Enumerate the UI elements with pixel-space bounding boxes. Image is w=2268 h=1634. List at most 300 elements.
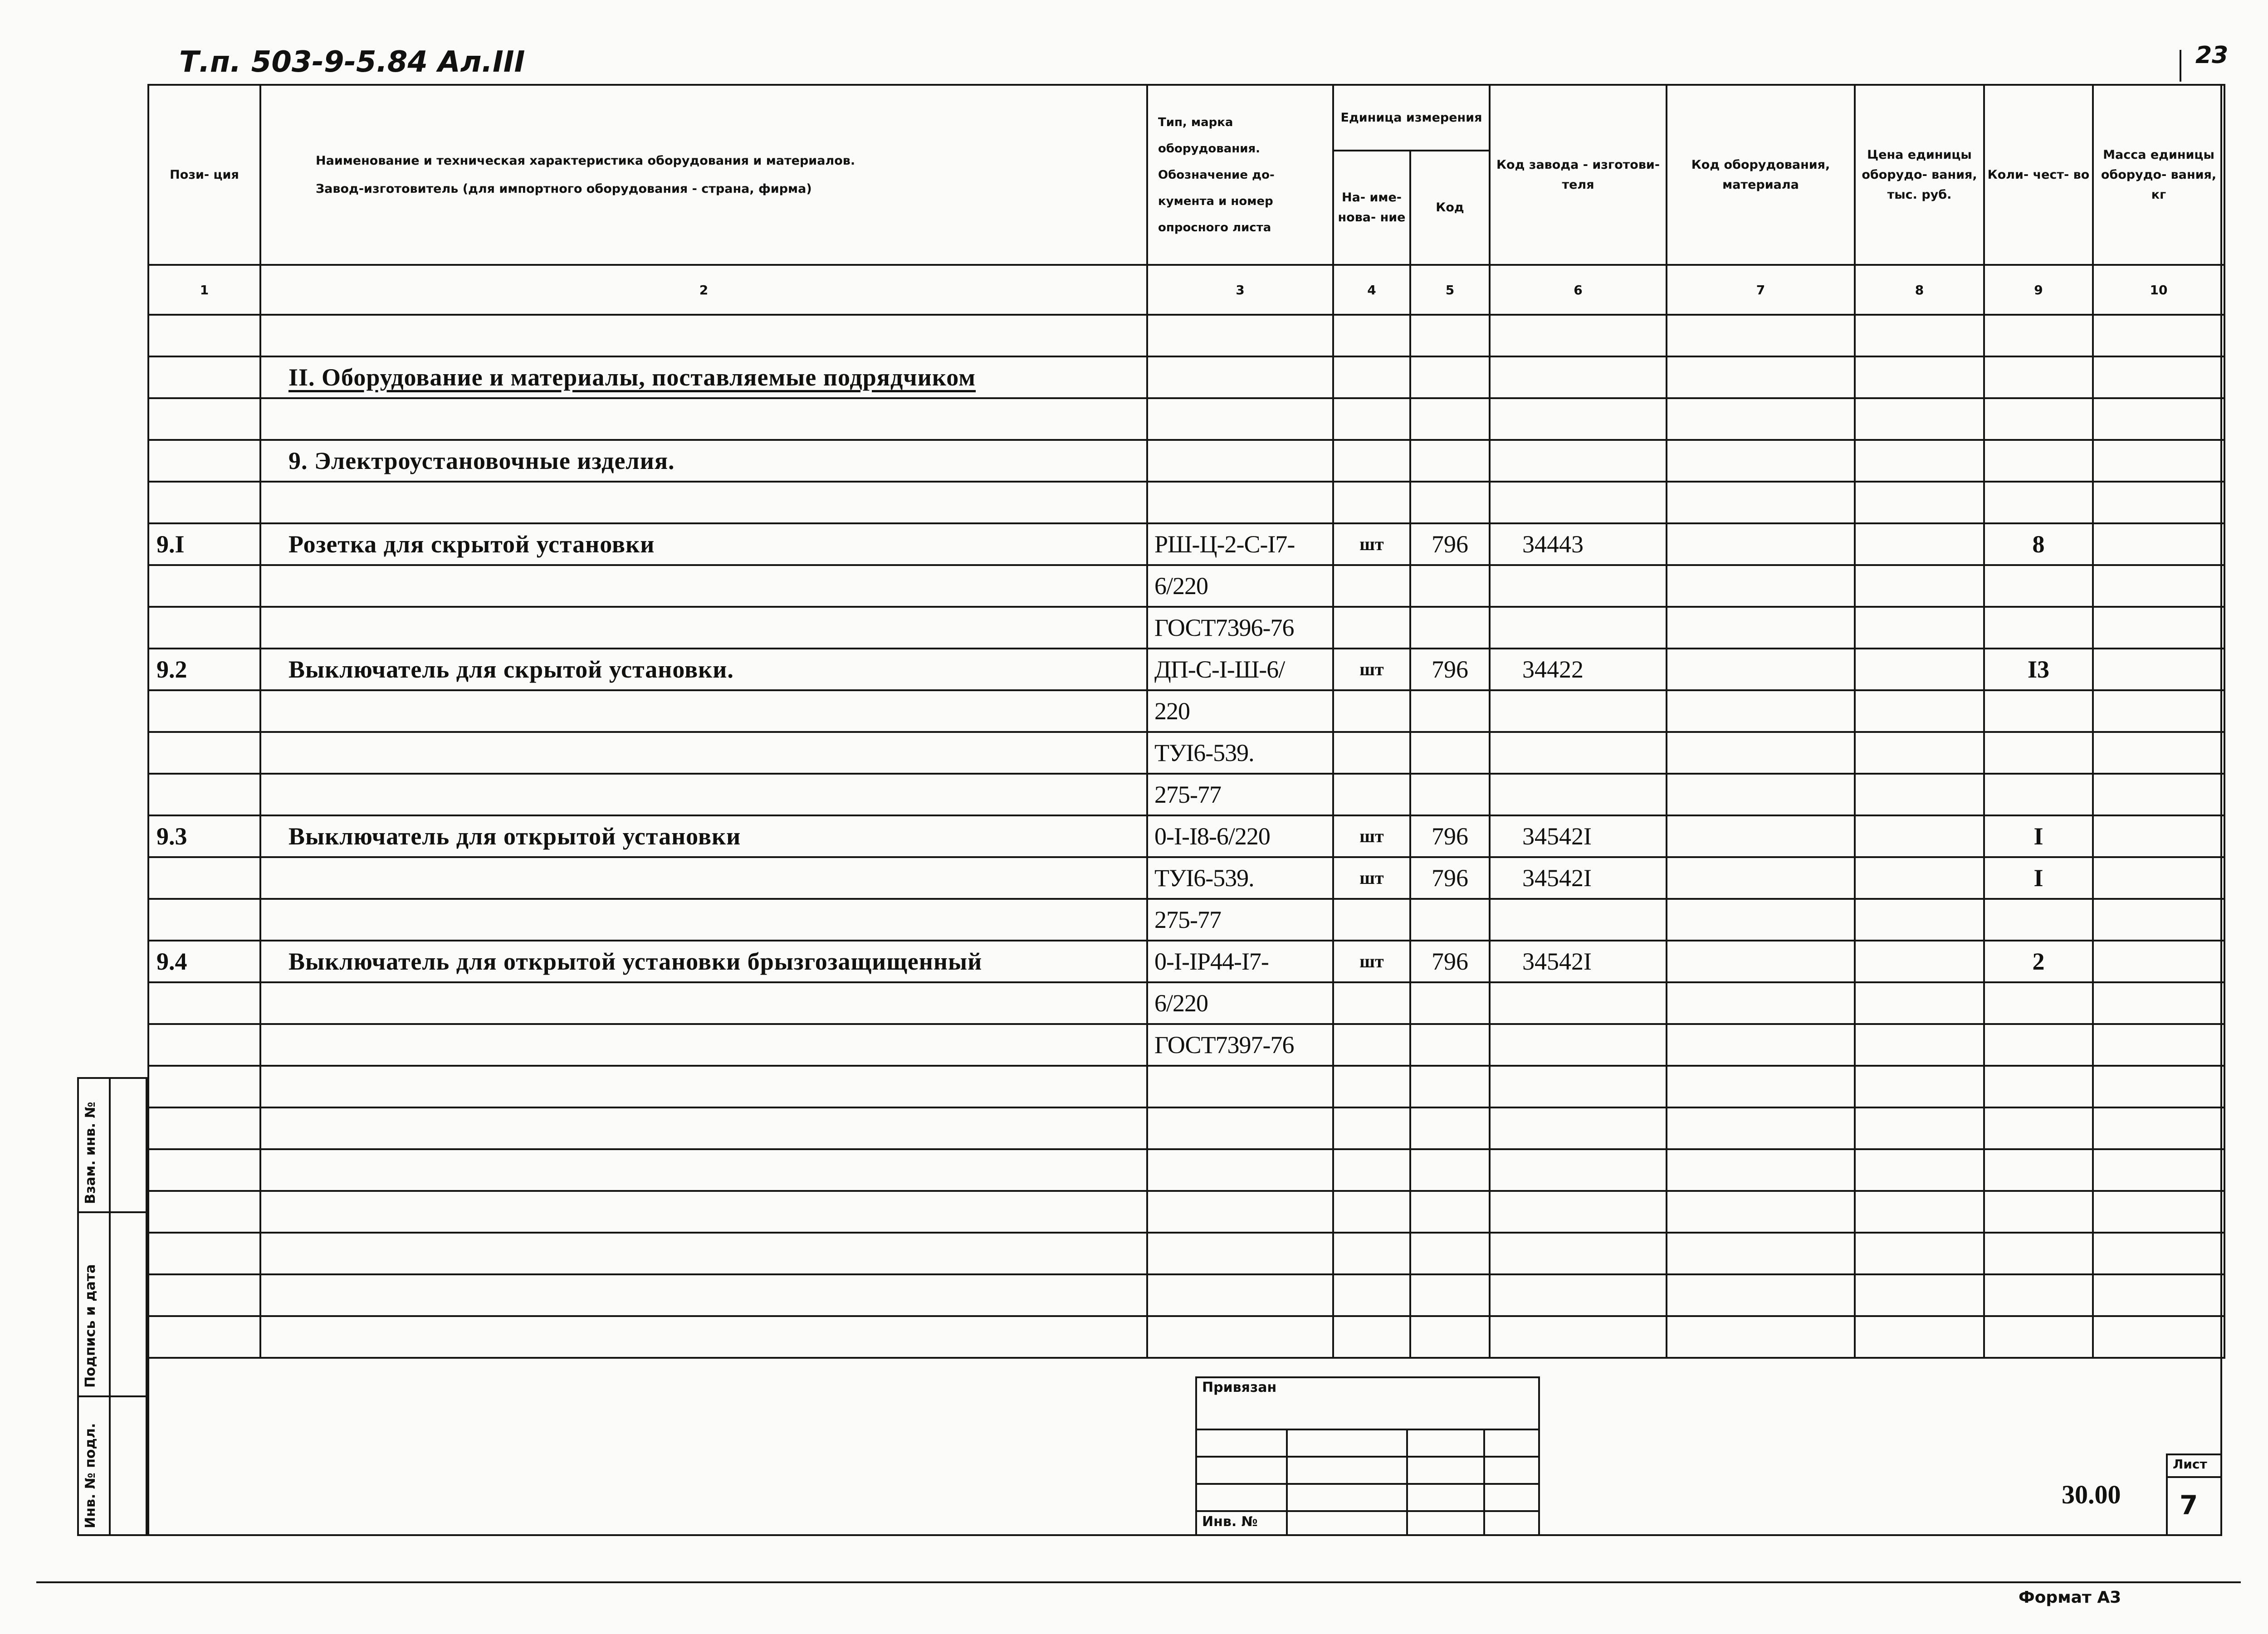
cell-mfr-code: 34542I	[1490, 815, 1667, 857]
cell-position	[148, 607, 260, 649]
cell-unit-code	[1410, 899, 1490, 941]
cell-unit-name	[1333, 899, 1410, 941]
col-header-position: Пози- ция	[148, 85, 260, 265]
cell-mass	[2093, 815, 2224, 857]
cell-equip-code	[1667, 565, 1855, 607]
cell-mass	[2093, 857, 2224, 899]
cell-type	[1147, 1107, 1333, 1149]
cell-quantity	[1984, 607, 2093, 649]
cell-position	[148, 1024, 260, 1066]
cell-quantity	[1984, 899, 2093, 941]
cell-unit-name	[1333, 398, 1410, 440]
cell-unit-name	[1333, 607, 1410, 649]
side-label-vzam: Взам. инв. №	[83, 1102, 98, 1204]
cell-name	[260, 565, 1147, 607]
table-row	[148, 649, 2224, 690]
column-number: 4	[1333, 265, 1410, 315]
cell-position	[148, 315, 260, 356]
cell-quantity	[1984, 774, 2093, 815]
cell-unit-name	[1333, 482, 1410, 523]
table-row	[148, 815, 2224, 857]
cell-position	[148, 899, 260, 941]
col-header-mfr-code: Код завода - изготови- теля	[1490, 85, 1667, 265]
cell-name	[260, 1107, 1147, 1149]
cell-name	[260, 732, 1147, 774]
cell-unit-name	[1333, 1024, 1410, 1066]
cell-equip-code	[1667, 440, 1855, 482]
cell-mass	[2093, 1066, 2224, 1107]
col-header-quantity: Коли- чест- во	[1984, 85, 2093, 265]
cell-mass	[2093, 523, 2224, 565]
table-row	[148, 398, 2224, 440]
cell-equip-code	[1667, 857, 1855, 899]
cell-unit-code	[1410, 315, 1490, 356]
col-header-equip-code: Код оборудования, материала	[1667, 85, 1855, 265]
cell-name	[260, 1149, 1147, 1191]
cell-type: ДП-С-I-Ш-6/	[1147, 649, 1333, 690]
side-label-inv-podl: Инв. № подл.	[83, 1423, 98, 1528]
cell-unit-name	[1333, 356, 1410, 398]
cell-price	[1855, 1274, 1984, 1316]
cell-name	[260, 982, 1147, 1024]
cell-price	[1855, 398, 1984, 440]
cell-unit-code	[1410, 356, 1490, 398]
cell-price	[1855, 440, 1984, 482]
cell-type: ГОСТ7397-76	[1147, 1024, 1333, 1066]
cell-equip-code	[1667, 1149, 1855, 1191]
cell-unit-name	[1333, 440, 1410, 482]
cell-position: 9.I	[148, 523, 260, 565]
cell-equip-code	[1667, 1274, 1855, 1316]
sheet-number: 7	[2180, 1490, 2198, 1521]
table-row	[148, 1274, 2224, 1316]
binding-row-line-4	[1195, 1510, 1540, 1512]
cell-name	[260, 1024, 1147, 1066]
cell-price	[1855, 523, 1984, 565]
table-row	[148, 899, 2224, 941]
cell-mfr-code	[1490, 1149, 1667, 1191]
cell-unit-name	[1333, 1066, 1410, 1107]
cell-unit-code	[1410, 1316, 1490, 1358]
cell-quantity	[1984, 690, 2093, 732]
cell-price	[1855, 1233, 1984, 1274]
table-row	[148, 732, 2224, 774]
cell-unit-code	[1410, 440, 1490, 482]
col-header-price: Цена единицы оборудо- вания, тыс. руб.	[1855, 85, 1984, 265]
cell-type: 0-I-IP44-I7-	[1147, 941, 1333, 982]
column-number: 9	[1984, 265, 2093, 315]
cell-type: 6/220	[1147, 565, 1333, 607]
table-row	[148, 1066, 2224, 1107]
table-row	[148, 982, 2224, 1024]
cell-position	[148, 356, 260, 398]
cell-quantity	[1984, 1107, 2093, 1149]
cell-mfr-code	[1490, 1191, 1667, 1233]
cell-unit-code	[1410, 1233, 1490, 1274]
cell-mfr-code	[1490, 565, 1667, 607]
cell-type	[1147, 1274, 1333, 1316]
cell-mfr-code	[1490, 899, 1667, 941]
cell-unit-name: шт	[1333, 649, 1410, 690]
cell-mass	[2093, 482, 2224, 523]
cell-name	[260, 899, 1147, 941]
cell-position	[148, 1149, 260, 1191]
cell-price	[1855, 649, 1984, 690]
cell-position: 9.3	[148, 815, 260, 857]
column-number-row	[148, 265, 2224, 315]
cell-name	[260, 1274, 1147, 1316]
cell-mass	[2093, 1024, 2224, 1066]
cell-unit-code	[1410, 398, 1490, 440]
column-number: 3	[1147, 265, 1333, 315]
cell-position	[148, 732, 260, 774]
cell-unit-name	[1333, 315, 1410, 356]
sheet-box-divider	[2166, 1476, 2222, 1478]
cell-price	[1855, 1107, 1984, 1149]
cell-unit-code	[1410, 482, 1490, 523]
cell-unit-code: 796	[1410, 523, 1490, 565]
cell-mass	[2093, 649, 2224, 690]
cell-unit-code: 796	[1410, 857, 1490, 899]
col-header-name-line1: Наименование и техническая характеристика оборудования и материалов.	[316, 153, 855, 168]
cell-mass	[2093, 732, 2224, 774]
table-row	[148, 857, 2224, 899]
cell-mass	[2093, 565, 2224, 607]
cell-mfr-code	[1490, 1233, 1667, 1274]
cell-equip-code	[1667, 315, 1855, 356]
cell-position	[148, 1274, 260, 1316]
cell-unit-code	[1410, 690, 1490, 732]
cell-unit-name	[1333, 732, 1410, 774]
cell-unit-code	[1410, 1274, 1490, 1316]
cell-unit-name	[1333, 1107, 1410, 1149]
column-number: 8	[1855, 265, 1984, 315]
cell-type	[1147, 315, 1333, 356]
cell-type: РШ-Ц-2-С-I7-	[1147, 523, 1333, 565]
table-row	[148, 1149, 2224, 1191]
cell-name	[260, 1191, 1147, 1233]
document-reference: Т.п. 503-9-5.84 Ал.III	[179, 45, 525, 79]
col-header-unit-group: Единица измерения	[1333, 85, 1490, 151]
cell-mfr-code	[1490, 1066, 1667, 1107]
cell-quantity	[1984, 440, 2093, 482]
cell-unit-name	[1333, 982, 1410, 1024]
cell-unit-name	[1333, 565, 1410, 607]
cell-quantity	[1984, 1233, 2093, 1274]
cell-unit-name	[1333, 1191, 1410, 1233]
cell-quantity: 8	[1984, 523, 2093, 565]
cell-mass	[2093, 774, 2224, 815]
cell-mass	[2093, 1316, 2224, 1358]
cell-equip-code	[1667, 732, 1855, 774]
cell-price	[1855, 482, 1984, 523]
cell-mfr-code: 34422	[1490, 649, 1667, 690]
cell-unit-code	[1410, 774, 1490, 815]
cell-equip-code	[1667, 1233, 1855, 1274]
cell-price	[1855, 607, 1984, 649]
cell-equip-code	[1667, 690, 1855, 732]
binding-row-line-3	[1195, 1483, 1540, 1485]
sheet-label: Лист	[2173, 1457, 2207, 1472]
binding-col-line-1	[1286, 1429, 1288, 1535]
cell-price	[1855, 982, 1984, 1024]
cell-unit-name	[1333, 1274, 1410, 1316]
cell-mass	[2093, 607, 2224, 649]
cell-position	[148, 482, 260, 523]
cell-name	[260, 690, 1147, 732]
cell-position: 9.2	[148, 649, 260, 690]
cell-name: 9. Электроустановочные изделия.	[260, 440, 1147, 482]
cell-mfr-code	[1490, 1024, 1667, 1066]
cell-type: 275-77	[1147, 899, 1333, 941]
cell-mfr-code	[1490, 356, 1667, 398]
binding-label: Привязан	[1202, 1380, 1277, 1395]
specification-table	[147, 84, 2225, 1359]
cell-mass	[2093, 398, 2224, 440]
cell-price	[1855, 565, 1984, 607]
cell-quantity	[1984, 356, 2093, 398]
cell-mass	[2093, 899, 2224, 941]
col-header-type: Тип, марка оборудования. Обозначение до- кумента и номер опросного листа	[1147, 85, 1333, 265]
cell-quantity: I	[1984, 815, 2093, 857]
cell-type: ТУI6-539.	[1147, 732, 1333, 774]
cell-unit-code	[1410, 1191, 1490, 1233]
cell-unit-code: 796	[1410, 815, 1490, 857]
cell-price	[1855, 899, 1984, 941]
cell-position	[148, 1233, 260, 1274]
cell-name	[260, 1066, 1147, 1107]
cell-position	[148, 690, 260, 732]
cell-price	[1855, 356, 1984, 398]
cell-quantity: I	[1984, 857, 2093, 899]
cell-mfr-code	[1490, 440, 1667, 482]
cell-position: 9.4	[148, 941, 260, 982]
column-number: 2	[260, 265, 1147, 315]
cell-name	[260, 315, 1147, 356]
table-row	[148, 523, 2224, 565]
table-row	[148, 356, 2224, 398]
table-row	[148, 565, 2224, 607]
cell-unit-code	[1410, 607, 1490, 649]
cell-mass	[2093, 1149, 2224, 1191]
cell-position	[148, 1191, 260, 1233]
cell-price	[1855, 1149, 1984, 1191]
cell-price	[1855, 690, 1984, 732]
cell-unit-name: шт	[1333, 523, 1410, 565]
cell-type	[1147, 1191, 1333, 1233]
cell-mass	[2093, 356, 2224, 398]
top-right-tick	[2180, 50, 2181, 82]
cell-mass	[2093, 1191, 2224, 1233]
table-row	[148, 690, 2224, 732]
cell-mass	[2093, 941, 2224, 982]
cell-unit-code	[1410, 565, 1490, 607]
table-row	[148, 315, 2224, 356]
cell-type	[1147, 356, 1333, 398]
cell-quantity	[1984, 1191, 2093, 1233]
cell-position	[148, 982, 260, 1024]
table-row	[148, 1024, 2224, 1066]
document-number: 30.00	[2062, 1480, 2121, 1509]
cell-equip-code	[1667, 1191, 1855, 1233]
cell-equip-code	[1667, 1066, 1855, 1107]
cell-unit-code	[1410, 1024, 1490, 1066]
cell-quantity	[1984, 982, 2093, 1024]
cell-type	[1147, 1149, 1333, 1191]
cell-mfr-code	[1490, 482, 1667, 523]
cell-unit-name	[1333, 774, 1410, 815]
cell-unit-code: 796	[1410, 649, 1490, 690]
col-header-unit-code: Код	[1410, 151, 1490, 265]
cell-unit-name: шт	[1333, 857, 1410, 899]
cell-equip-code	[1667, 774, 1855, 815]
cell-name: II. Оборудование и материалы, поставляемые подрядчиком	[260, 356, 1147, 398]
cell-price	[1855, 1024, 1984, 1066]
column-number: 7	[1667, 265, 1855, 315]
cell-equip-code	[1667, 356, 1855, 398]
cell-mass	[2093, 690, 2224, 732]
cell-type: 0-I-I8-6/220	[1147, 815, 1333, 857]
cell-equip-code	[1667, 815, 1855, 857]
cell-mfr-code	[1490, 732, 1667, 774]
cell-equip-code	[1667, 482, 1855, 523]
cell-quantity: 2	[1984, 941, 2093, 982]
cell-name	[260, 398, 1147, 440]
cell-mfr-code	[1490, 1316, 1667, 1358]
table-row	[148, 1316, 2224, 1358]
cell-unit-name: шт	[1333, 941, 1410, 982]
cell-name	[260, 857, 1147, 899]
cell-mfr-code	[1490, 398, 1667, 440]
cell-mass	[2093, 1107, 2224, 1149]
cell-mfr-code	[1490, 774, 1667, 815]
cell-equip-code	[1667, 607, 1855, 649]
cell-type	[1147, 1316, 1333, 1358]
cell-price	[1855, 1316, 1984, 1358]
cell-type: 275-77	[1147, 774, 1333, 815]
col-header-mass: Масса единицы оборудо- вания, кг	[2093, 85, 2224, 265]
cell-name	[260, 1233, 1147, 1274]
cell-unit-code	[1410, 982, 1490, 1024]
cell-mfr-code	[1490, 1107, 1667, 1149]
cell-equip-code	[1667, 1024, 1855, 1066]
cell-mfr-code	[1490, 690, 1667, 732]
column-number: 1	[148, 265, 260, 315]
cell-position	[148, 398, 260, 440]
cell-mfr-code: 34542I	[1490, 857, 1667, 899]
cell-price	[1855, 315, 1984, 356]
cell-name	[260, 607, 1147, 649]
col-header-name-line2: Завод-изготовитель (для импортного оборудования - страна, фирма)	[316, 181, 812, 196]
cell-equip-code	[1667, 523, 1855, 565]
cell-equip-code	[1667, 941, 1855, 982]
frame-bottom	[77, 1534, 2222, 1536]
cell-quantity	[1984, 1066, 2093, 1107]
binding-col-line-2	[1406, 1429, 1408, 1535]
cell-price	[1855, 732, 1984, 774]
cell-position	[148, 774, 260, 815]
cell-type	[1147, 398, 1333, 440]
cell-quantity	[1984, 398, 2093, 440]
inventory-number-label: Инв. №	[1202, 1514, 1258, 1530]
cell-price	[1855, 1066, 1984, 1107]
cell-type: 220	[1147, 690, 1333, 732]
cell-mfr-code	[1490, 607, 1667, 649]
cell-mass	[2093, 982, 2224, 1024]
cell-price	[1855, 1191, 1984, 1233]
cell-unit-name	[1333, 1233, 1410, 1274]
cell-equip-code	[1667, 1316, 1855, 1358]
cell-unit-code	[1410, 732, 1490, 774]
cell-position	[148, 1107, 260, 1149]
cell-type	[1147, 482, 1333, 523]
column-number: 6	[1490, 265, 1667, 315]
table-row	[148, 1233, 2224, 1274]
col-header-unit-name: На- име- нова- ние	[1333, 151, 1410, 265]
cell-name: Выключатель для открытой установки брызгозащищенный	[260, 941, 1147, 982]
cell-quantity	[1984, 315, 2093, 356]
cell-unit-code	[1410, 1149, 1490, 1191]
cell-name	[260, 482, 1147, 523]
binding-row-line-1	[1195, 1429, 1540, 1430]
side-label-podpis: Подпись и дата	[83, 1264, 98, 1388]
frame-left-bottom	[147, 1345, 149, 1535]
cell-unit-name	[1333, 1149, 1410, 1191]
cell-mass	[2093, 440, 2224, 482]
cell-unit-name	[1333, 690, 1410, 732]
cell-unit-code	[1410, 1066, 1490, 1107]
cell-unit-name	[1333, 1316, 1410, 1358]
footer-cut-line	[36, 1581, 2241, 1583]
cell-type	[1147, 1066, 1333, 1107]
table-row	[148, 941, 2224, 982]
cell-mass	[2093, 1233, 2224, 1274]
cell-type	[1147, 1233, 1333, 1274]
cell-equip-code	[1667, 649, 1855, 690]
cell-quantity	[1984, 1024, 2093, 1066]
cell-unit-code	[1410, 1107, 1490, 1149]
binding-col-line-3	[1483, 1429, 1485, 1535]
cell-quantity	[1984, 565, 2093, 607]
binding-row-line-2	[1195, 1456, 1540, 1458]
cell-unit-code: 796	[1410, 941, 1490, 982]
cell-price	[1855, 815, 1984, 857]
table-row	[148, 440, 2224, 482]
cell-quantity	[1984, 1149, 2093, 1191]
cell-quantity	[1984, 1316, 2093, 1358]
cell-name: Розетка для скрытой установки	[260, 523, 1147, 565]
cell-type	[1147, 440, 1333, 482]
cell-position	[148, 440, 260, 482]
paper-format: Формат А3	[2019, 1588, 2121, 1607]
cell-mfr-code	[1490, 1274, 1667, 1316]
cell-equip-code	[1667, 398, 1855, 440]
cell-price	[1855, 857, 1984, 899]
cell-name: Выключатель для скрытой установки.	[260, 649, 1147, 690]
cell-position	[148, 1066, 260, 1107]
cell-quantity	[1984, 482, 2093, 523]
side-stamp-divider	[109, 1077, 111, 1536]
cell-name: Выключатель для открытой установки	[260, 815, 1147, 857]
page-corner-number: 23	[2195, 42, 2229, 69]
cell-mfr-code	[1490, 315, 1667, 356]
cell-quantity	[1984, 1274, 2093, 1316]
cell-type: 6/220	[1147, 982, 1333, 1024]
cell-mfr-code	[1490, 982, 1667, 1024]
col-header-name	[260, 85, 1147, 265]
cell-equip-code	[1667, 982, 1855, 1024]
cell-type: ГОСТ7396-76	[1147, 607, 1333, 649]
